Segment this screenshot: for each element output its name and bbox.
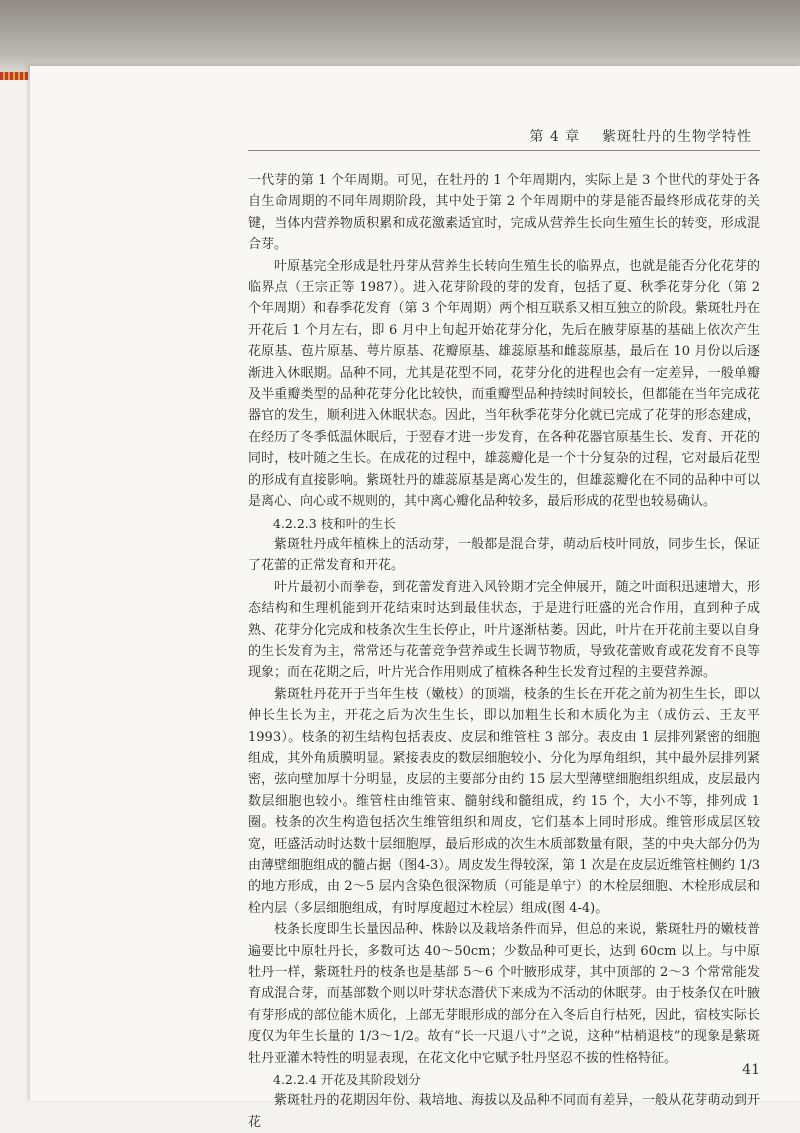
paragraph: 紫斑牡丹成年植株上的活动芽，一般都是混合芽，萌动后枝叶同放，同步生长，保证了花蕾的正常发育和开花。 <box>248 536 760 574</box>
paragraph: 叶原基完全形成是牡丹芽从营养生长转向生殖生长的临界点，也就是能否分化花芽的临界点（王宗正等 1987）。进入花芽阶段的芽的发育，包括了夏、秋季花芽分化（第 2 个年周期）和春季花发育（第 3 个年周期）两个相互联系又相互独立的阶段。紫斑牡丹在开花后 1 个月左右，即 6 月中上旬起开始花芽分化，先后在腋芽原基的基础上依次产生花原基、苞片原基、萼片原基、花瓣原基、雄蕊原基和雌蕊原基，最后在 10 月份以后逐渐进入休眠期。品种不同，尤其是花型不同，花芽分化的进程也会有一定差异，一般单瓣及半重瓣类型的品种花芽分化比较快，而重瓣型品种持续时间较长，但都能在当年完成花器官的发生，顺利进入休眠状态。因此，当年秋季花芽分化就已完成了花芽的形态建成，在经历了冬季低温休眠后，于翌春才进一步发育，在各种花器官原基生长、发育、开花的同时，枝叶随之生长。在成花的过程中，雄蕊瓣化是一个十分复杂的过程，它对最后花型的形成有直接影响。紫斑牡丹的雄蕊原基是离心发生的，但雄蕊瓣化在不同的品种中可以是离心、向心或不规则的，其中离心瓣化品种较多，最后形成的花型也较易确认。 <box>248 258 760 510</box>
header-rule <box>248 150 760 151</box>
section-heading: 4.2.2.4 开花及其阶段划分 <box>273 1072 421 1088</box>
paragraph: 枝条长度即生长量因品种、株龄以及栽培条件而异，但总的来说，紫斑牡丹的嫩枝普遍要比中原牡丹长，多数可达 40～50cm；少数品种可更长，达到 60cm 以上。与中原牡丹一样，紫斑牡丹的枝条也是基部 5～6 个叶腋形成芽，其中顶部的 2～3 个常常能发育成混合芽，而基部数个则以叶芽状态潜伏下来成为不活动的休眠芽。由于枝条仅在叶腋有芽形成的部位能木质化，上部无芽眼形成的部分在入冬后自行枯死，因此，宿枝实际长度仅为年生长量的 1/3～1/2。故有“长一尺退八寸”之说，这种“枯梢退枝”的现象是紫斑牡丹亚灌木特性的明显表现，在花文化中它赋予牡丹坚忍不拔的性格特征。 <box>248 922 760 1066</box>
chapter-number: 第 4 章 <box>529 129 581 145</box>
body-text <box>248 170 760 1133</box>
chapter-title: 紫斑牡丹的生物学特性 <box>602 129 752 145</box>
paragraph: 叶片最初小而拳卷，到花蕾发育进入风铃期才完全伸展开，随之叶面积迅速增大，形态结构和生理机能到开花结束时达到最佳状态，于是进行旺盛的光合作用，直到种子成熟、花芽分化完成和枝条次生生长停止，叶片逐渐枯萎。因此，叶片在开花前主要以自身的生长发育为主，常常还与花蕾竞争营养或生长调节物质，导致花蕾败育或花发育不良等现象；而在花期之后，叶片光合作用则成了植株各种生长发育过程的主要营养源。 <box>248 579 760 681</box>
section-heading: 4.2.2.3 枝和叶的生长 <box>273 515 396 531</box>
paragraph: 紫斑牡丹的花期因年份、栽培地、海拔以及品种不同而有差异，一般从花芽萌动到开花 <box>248 1093 760 1130</box>
paragraph: 紫斑牡丹花开于当年生枝（嫩枝）的顶端，枝条的生长在开花之前为初生生长，即以伸长生长为主，开花之后为次生生长，即以加粗生长和木质化为主（成仿云、王友平 1993）。枝条的初生结构包括表皮、皮层和维管柱 3 部分。表皮由 1 层排列紧密的细胞组成，其外角质膜明显。紧接表皮的数层细胞较小、分化为厚角组织，其中最外层排列紧密，弦向壁加厚十分明显，皮层的主要部分由约 15 层大型薄壁细胞组织组成，皮层最内数层细胞也较小。维管柱由维管束、髓射线和髓组成，约 15 个，大小不等，排列成 1 圈。枝条的次生构造包括次生维管组织和周皮，它们基本上同时形成。维管形成层区较宽，旺盛活动时达数十层细胞厚，最后形成的次生木质部数量有限，茎的中央大部分仍为由薄壁细胞组成的髓占据（图4-3）。周皮发生得较深，第 1 次是在皮层近维管柱侧约 1/3 的地方形成，由 2～5 层内含染色很深物质（可能是单宁）的木栓层细胞、木栓形成层和栓内层（多层细胞组成，有时厚度超过木栓层）组成(图 4-4)。 <box>248 686 760 916</box>
paragraph: 一代芽的第 1 个年周期。可见，在牡丹的 1 个年周期内，实际上是 3 个世代的芽处于各自生命周期的不同年周期阶段，其中处于第 2 个年周期中的芽是能否最终形成花芽的关键，当体内营养物质积累和成花激素适宜时，完成从营养生长向生殖生长的转变，形成混合芽。 <box>248 173 760 253</box>
page-number: 41 <box>742 1062 760 1078</box>
binding-color-mark <box>0 72 28 80</box>
running-header <box>529 126 752 146</box>
